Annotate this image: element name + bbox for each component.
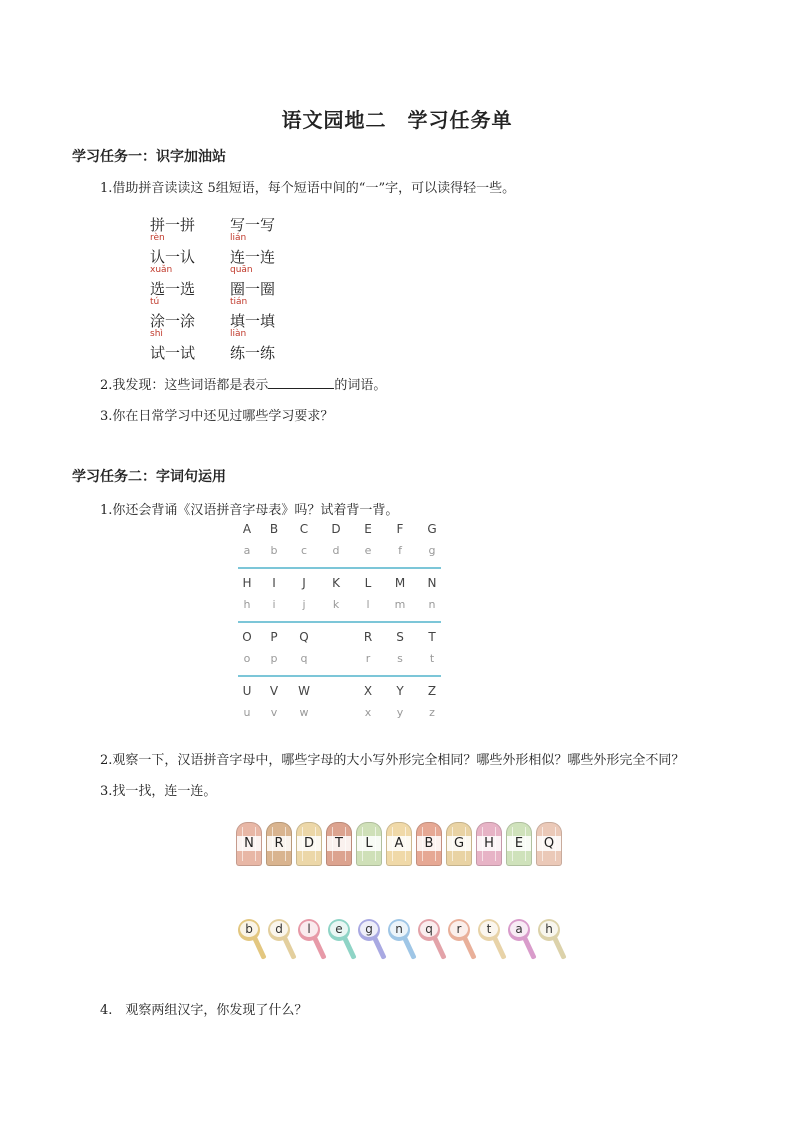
pinyin: tián (230, 297, 248, 307)
page-title: 语文园地二 学习任务单 (281, 108, 513, 132)
door-letter: L (357, 836, 381, 851)
key-letter: b (240, 921, 258, 937)
task1-question-1: 1.借助拼音读读这 5组短语，每个短语中间的“一”字，可以读得轻一些。 (100, 181, 516, 196)
alphabet-group (232, 684, 447, 738)
uppercase-letter: P (270, 630, 278, 644)
lowercase-letter: o (243, 652, 251, 665)
key-card[interactable] (416, 916, 446, 964)
lowercase-letter: d (332, 544, 340, 557)
door-card[interactable] (326, 822, 352, 866)
task2-heading: 学习任务二：字词句运用 (72, 469, 226, 485)
uppercase-letter: S (396, 630, 404, 644)
word-left: 涂一涂 (150, 312, 196, 330)
uppercase-letter: V (269, 684, 279, 698)
uppercase-letter: U (242, 684, 252, 698)
lowercase-letter: l (366, 598, 370, 611)
lowercase-letter: c (300, 544, 308, 557)
word-right: 圈一圈 (230, 280, 276, 298)
lowercase-letter: s (397, 652, 403, 665)
uppercase-letter: T (428, 630, 436, 644)
word-left: 试一试 (150, 344, 196, 362)
word-row (150, 297, 350, 342)
uppercase-letter: H (242, 576, 252, 590)
uppercase-letter: D (331, 522, 341, 536)
pinyin: quān (230, 265, 253, 275)
lowercase-letter: m (394, 598, 406, 611)
key-card[interactable] (536, 916, 566, 964)
key-letter: l (300, 921, 318, 937)
lowercase-letter: h (243, 598, 251, 611)
task1-question-2: 2.我发现：这些词语都是表示 的词语。 (100, 378, 387, 393)
word-right: 连一连 (230, 248, 276, 266)
lowercase-letter: u (243, 706, 251, 719)
door-card[interactable] (416, 822, 442, 866)
door-card[interactable] (356, 822, 382, 866)
lowercase-letter: n (428, 598, 436, 611)
uppercase-letter: I (272, 576, 276, 590)
key-card[interactable] (326, 916, 356, 964)
lowercase-letter: j (302, 598, 306, 611)
key-letter: r (450, 921, 468, 937)
alphabet-group (232, 630, 447, 684)
door-letter: R (267, 836, 291, 851)
pinyin: xuǎn (150, 265, 173, 275)
door-letter: A (387, 836, 411, 851)
key-letter: h (540, 921, 558, 937)
uppercase-letter: Q (299, 630, 309, 644)
uppercase-letter: C (299, 522, 309, 536)
key-letter: q (420, 921, 438, 937)
lowercase-letter: b (270, 544, 278, 557)
uppercase-letter: K (332, 576, 340, 590)
key-letter: t (480, 921, 498, 937)
pinyin: rèn (150, 233, 165, 243)
lowercase-letter: k (332, 598, 340, 611)
task1-question-3: 3.你在日常学习中还见过哪些学习要求？ (100, 409, 334, 424)
uppercase-letter: O (242, 630, 252, 644)
pinyin: shì (150, 329, 163, 339)
door-card[interactable] (236, 822, 262, 866)
key-card[interactable] (296, 916, 326, 964)
door-card[interactable] (296, 822, 322, 866)
lowercase-letter: z (429, 706, 435, 719)
door-letter: H (477, 836, 501, 851)
door-letter: Q (537, 836, 561, 851)
word-right: 填一填 (230, 312, 276, 330)
word-row (150, 329, 350, 374)
lowercase-letter: y (396, 706, 404, 719)
key-card[interactable] (476, 916, 506, 964)
key-letter: n (390, 921, 408, 937)
uppercase-letter: Y (396, 684, 404, 698)
word-left: 认一认 (150, 248, 196, 266)
key-card[interactable] (506, 916, 536, 964)
uppercase-letter: N (427, 576, 437, 590)
lowercase-letter: i (272, 598, 276, 611)
lowercase-letter: g (428, 544, 436, 557)
word-left: 拼一拼 (150, 216, 196, 234)
word-right: 练一练 (230, 344, 276, 362)
key-card[interactable] (446, 916, 476, 964)
key-letter: d (270, 921, 288, 937)
key-letter: e (330, 921, 348, 937)
uppercase-letter: L (364, 576, 372, 590)
pinyin: liàn (230, 329, 247, 339)
word-row (150, 265, 350, 310)
key-card[interactable] (236, 916, 266, 964)
lowercase-letter: p (270, 652, 278, 665)
uppercase-letter: M (394, 576, 406, 590)
lowercase-letter: w (299, 706, 309, 719)
key-card[interactable] (266, 916, 296, 964)
door-letter: T (327, 836, 351, 851)
uppercase-letter: G (427, 522, 437, 536)
pinyin: tú (150, 297, 160, 307)
divider-line (238, 675, 441, 677)
word-row (150, 214, 350, 246)
uppercase-letter: E (364, 522, 372, 536)
lowercase-letter: x (364, 706, 372, 719)
alphabet-group (232, 522, 447, 576)
key-letter: g (360, 921, 378, 937)
uppercase-letter: W (298, 684, 310, 698)
door-letter: N (237, 836, 261, 851)
word-left: 选一选 (150, 280, 196, 298)
divider-line (238, 567, 441, 569)
door-card[interactable] (476, 822, 502, 866)
task2-question-3: 3.找一找，连一连。 (100, 784, 217, 799)
pinyin-alphabet-table (232, 522, 447, 732)
pinyin: lián (230, 233, 247, 243)
lowercase-letter: f (398, 544, 402, 557)
uppercase-letter: J (302, 576, 306, 590)
task1-heading: 学习任务一：识字加油站 (72, 149, 226, 165)
uppercase-letter: R (363, 630, 373, 644)
answer-blank[interactable] (268, 376, 334, 389)
lowercase-letter: a (243, 544, 251, 557)
door-card[interactable] (446, 822, 472, 866)
door-letter: G (447, 836, 471, 851)
task2-question-1: 1.你还会背诵《汉语拼音字母表》吗？试着背一背。 (100, 503, 399, 518)
task2-question-2: 2.观察一下，汉语拼音字母中，哪些字母的大小写外形完全相同？哪些外形相似？哪些外形完全不同？ (100, 753, 685, 768)
lowercase-letter: t (429, 652, 435, 665)
door-card[interactable] (506, 822, 532, 866)
lowercase-letter: r (365, 652, 371, 665)
lowercase-letter: v (270, 706, 278, 719)
uppercase-letter: B (269, 522, 279, 536)
uppercase-doors-row (236, 822, 576, 870)
door-card[interactable] (386, 822, 412, 866)
door-letter: B (417, 836, 441, 851)
key-card[interactable] (386, 916, 416, 964)
uppercase-letter: A (242, 522, 252, 536)
door-letter: E (507, 836, 531, 851)
alphabet-group (232, 576, 447, 630)
divider-line (238, 621, 441, 623)
task2-question-4: 4. 观察两组汉字，你发现了什么？ (100, 1003, 308, 1018)
door-card[interactable] (536, 822, 562, 866)
uppercase-letter: Z (427, 684, 437, 698)
lowercase-letter: e (364, 544, 372, 557)
key-card[interactable] (356, 916, 386, 964)
word-right: 写一写 (230, 216, 276, 234)
uppercase-letter: X (363, 684, 373, 698)
lowercase-keys-row (236, 916, 576, 966)
door-letter: D (297, 836, 321, 851)
lowercase-letter: q (300, 652, 308, 665)
door-card[interactable] (266, 822, 292, 866)
uppercase-letter: F (396, 522, 404, 536)
key-letter: a (510, 921, 528, 937)
